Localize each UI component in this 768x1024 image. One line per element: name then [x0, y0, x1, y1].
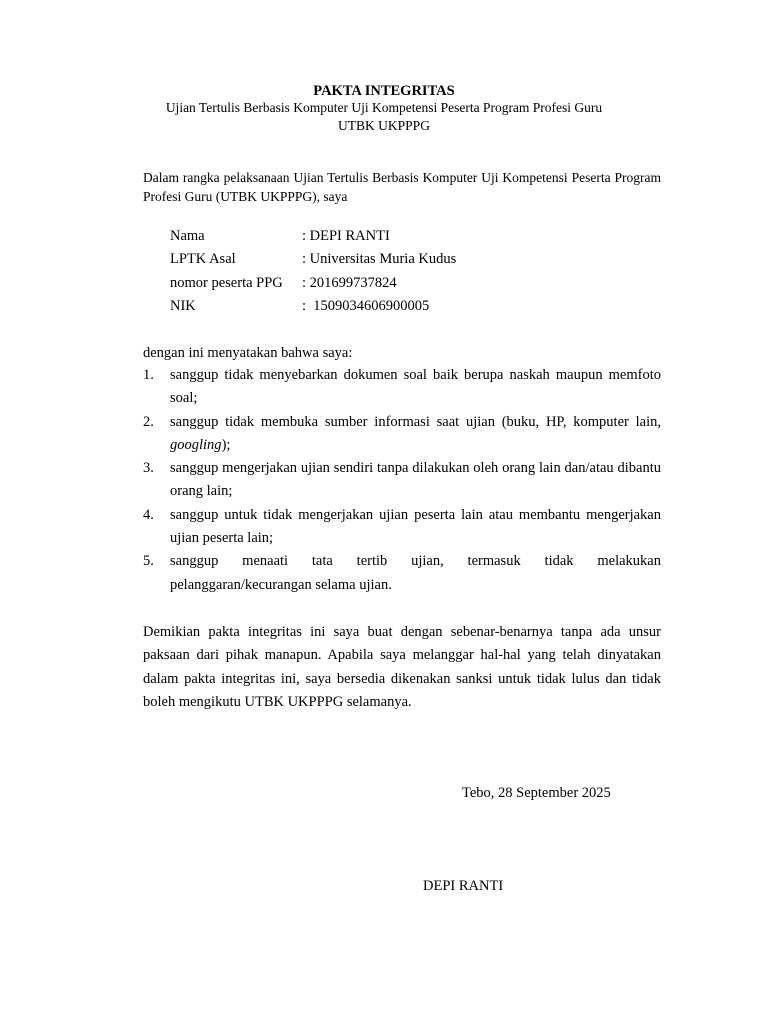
identity-value: : Universitas Muria Kudus	[302, 251, 457, 268]
pledge-item	[143, 411, 661, 458]
place-date: Tebo, 28 September 2025	[462, 785, 611, 801]
identity-row-name	[170, 225, 456, 248]
closing-paragraph: Demikian pakta integritas ini saya buat dengan sebenar-benarnya tanpa ada unsur paksaan dari pihak manapun. Apabila saya melanggar hal-hal yang telah dinyatakan dalam pakta integritas ini, saya bersedia dikenakan sanksi untuk tidak lulus dan tidak boleh mengikutu UTBK UKPPPG selamanya.	[143, 624, 661, 710]
signer-name: DEPI RANTI	[423, 878, 504, 894]
pledge-item	[143, 457, 661, 504]
pledge-text-emphasis: googling	[170, 436, 222, 453]
identity-value: : DEPI RANTI	[302, 228, 390, 244]
pledge-text	[170, 411, 661, 458]
pledge-item	[143, 504, 661, 551]
identity-label: NIK	[170, 297, 196, 314]
identity-label: Nama	[170, 228, 205, 244]
document-title: PAKTA INTEGRITAS	[313, 83, 455, 99]
document-subtitle-line1: Ujian Tertulis Berbasis Komputer Uji Kompetensi Peserta Program Profesi Guru	[165, 100, 603, 115]
pledge-list	[143, 364, 661, 597]
document-subtitle-line2: UTBK UKPPPG	[338, 118, 430, 133]
identity-label: nomor peserta PPG	[170, 274, 283, 291]
pledge-text-line: pelanggaran/kecurangan selama ujian.	[170, 576, 392, 593]
pledge-item	[143, 550, 661, 597]
declaration-intro: dengan ini menyatakan bahwa saya:	[143, 345, 353, 361]
pledge-number: 4.	[143, 506, 154, 523]
pledge-number: 2.	[143, 413, 154, 430]
pledge-number: 1.	[143, 367, 154, 383]
pledge-text-part: );	[221, 436, 231, 453]
pledge-text-line: sanggup menaati tata tertib ujian, termasuk tidak melakukan	[170, 553, 661, 570]
pledge-text: sanggup tidak menyebarkan dokumen soal baik berupa naskah maupun memfoto soal;	[170, 367, 661, 407]
pledge-text	[170, 550, 661, 597]
identity-row-lptk	[170, 248, 456, 271]
pledge-text: sanggup untuk tidak mengerjakan ujian peserta lain atau membantu mengerjakan ujian peserta lain;	[170, 506, 661, 547]
identity-row-nik	[170, 295, 456, 318]
pledge-number: 3.	[143, 460, 154, 477]
identity-row-participant-number	[170, 272, 456, 295]
identity-table	[170, 225, 456, 318]
identity-value: : 1509034606900005	[302, 297, 430, 314]
pledge-text: sanggup mengerjakan ujian sendiri tanpa dilakukan oleh orang lain dan/atau dibantu orang lain;	[170, 460, 661, 500]
pledge-number: 5.	[143, 553, 154, 570]
pledge-item	[143, 364, 661, 411]
pledge-text-part: sanggup tidak membuka sumber informasi saat ujian (buku, HP, komputer lain,	[170, 413, 661, 430]
identity-value: : 201699737824	[302, 274, 397, 291]
identity-label: LPTK Asal	[170, 251, 236, 268]
intro-paragraph: Dalam rangka pelaksanaan Ujian Tertulis Berbasis Komputer Uji Kompetensi Peserta Program Profesi Guru (UTBK UKPPPG), saya	[143, 170, 661, 204]
